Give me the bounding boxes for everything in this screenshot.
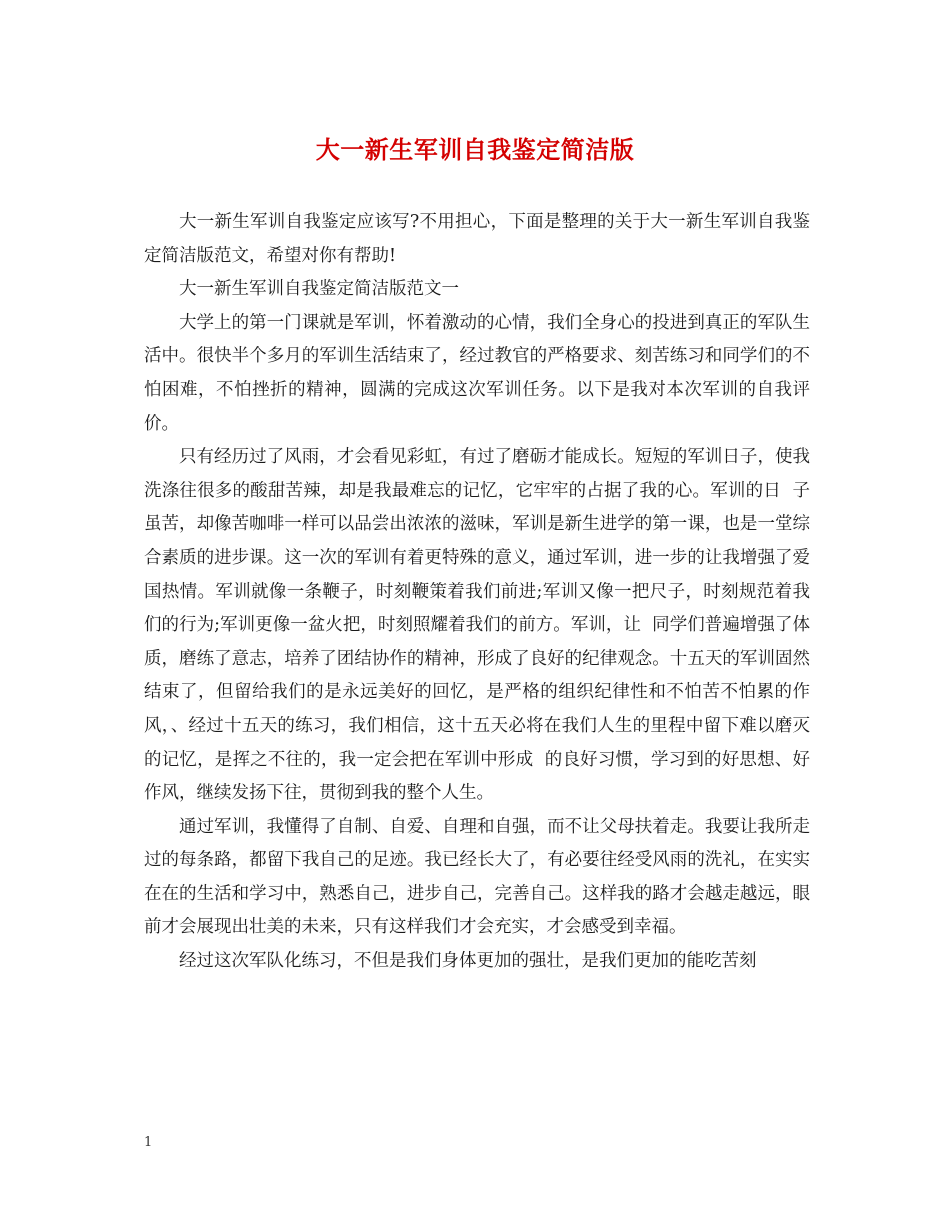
body-paragraph: 经过这次军队化练习，不但是我们身体更加的强壮，是我们更加的能吃苦刻 [179, 951, 757, 972]
body-paragraph: 通过军训，我懂得了自制、自爱、自理和自强，而不让父母扶着走。我要让我所走过的每条路，都留下我自己的足迹。我已经长大了，有必要往经受风雨的洗礼，在实实在在的生活和学习中，熟悉自己，进步自己，完善自己。这样我的路才会越走越远，眼前才会展现出壮美的未来，只有这样我们才会充实，才会感受到幸福。 [144, 816, 810, 938]
intro-paragraph: 大一新生军训自我鉴定应该写?不用担心，下面是整理的关于大一新生军训自我鉴定简洁版范文，希望对你有帮助! [144, 212, 810, 266]
document-body [144, 206, 810, 979]
body-paragraph: 只有经历过了风雨，才会看见彩虹，有过了磨砺才能成长。短短的军训日子，使我洗涤往很多的酸甜苦辣，却是我最难忘的记忆，它牢牢的占据了我的心。军训的日 子虽苦，却像苦咖啡一样可以品尝出浓浓的滋味，军训是新生进学的第一课，也是一堂综合素质的进步课。这一次的军训有着更特殊的意义，通过军训，进一步的让我增强了爱国热情。军训就像一条鞭子，时刻鞭策着我们前进;军训又像一把尺子，时刻规范着我们的行为;军训更像一盆火把，时刻照耀着我们的前方。军训，让 同学们普遍增强了体质，磨练了意志，培养了团结协作的精神，形成了良好的纪律观念。十五天的军训固然结束了，但留给我们的是永远美好的回忆，是严格的组织纪律性和不怕苦不怕累的作风，、经过十五天的练习，我们相信，这十五天必将在我们人生的里程中留下难以磨灭的记忆，是挥之不往的，我一定会把在军训中形成 的良好习惯，学习到的好思想、好作风，继续发扬下往，贯彻到我的整个人生。 [144, 447, 810, 804]
section-heading: 大一新生军训自我鉴定简洁版范文一 [179, 279, 459, 300]
page-number: 1 [144, 1135, 153, 1150]
body-paragraph: 大学上的第一门课就是军训，怀着激动的心情，我们全身心的投进到真正的军队生活中。很快半个多月的军训生活结束了，经过教官的严格要求、刻苦练习和同学们的不怕困难，不怕挫折的精神，圆满的完成这次军训任务。以下是我对本次军训的自我评价。 [144, 312, 810, 434]
document-title: 大一新生军训自我鉴定简洁版 [315, 135, 635, 164]
